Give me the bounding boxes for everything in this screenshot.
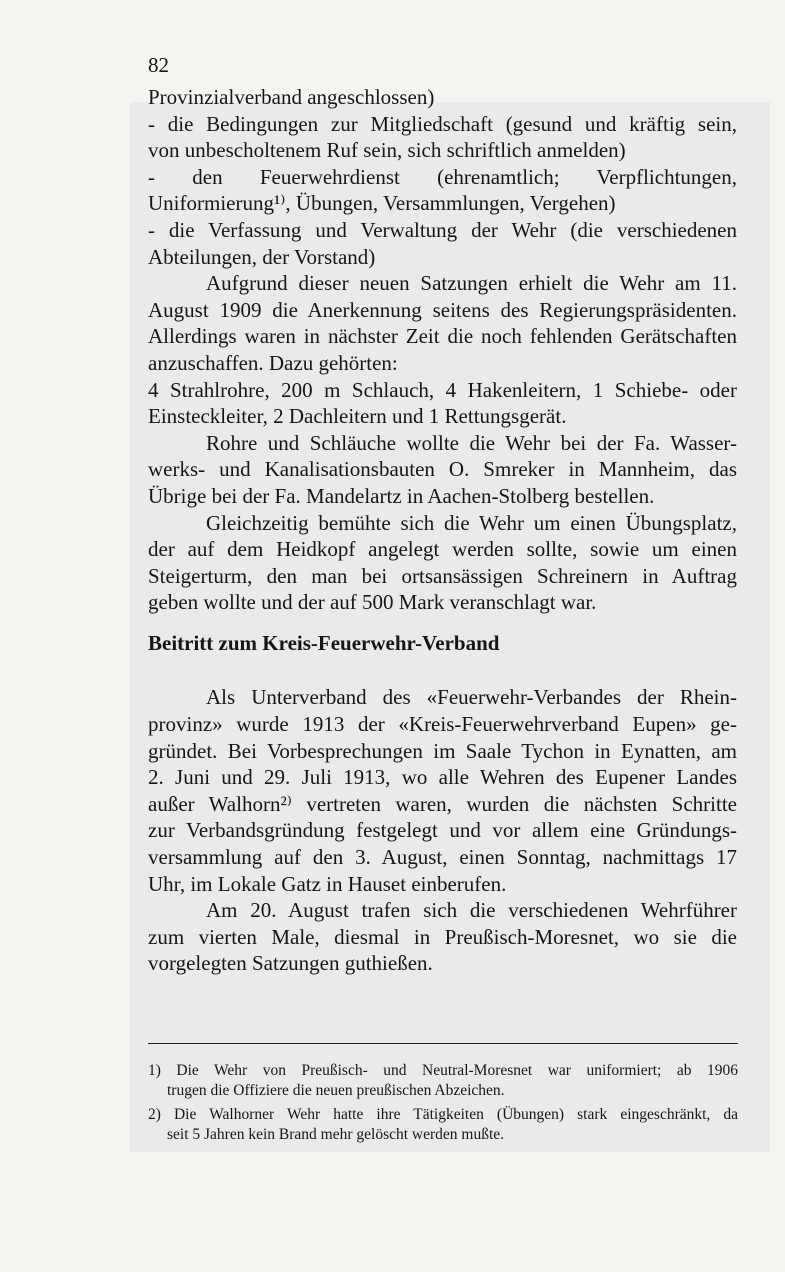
text-line: außer Walhorn²⁾ vertreten waren, wurden die nächsten Schritte [148, 791, 737, 816]
text-line: anzuschaffen. Dazu gehörten: [148, 350, 398, 375]
text-line: Uhr, im Lokale Gatz in Hauset einberufen. [148, 871, 507, 896]
text-line: - die Bedingungen zur Mitgliedschaft (gesund und kräftig sein, [148, 111, 737, 136]
text-line: Einsteckleiter, 2 Dachleitern und 1 Rettungsgerät. [148, 404, 567, 429]
footnote-line: 1) Die Wehr von Preußisch- und Neutral-Moresnet war uniformiert; ab 1906 [148, 1062, 738, 1079]
text-block-before-heading [148, 84, 737, 616]
footnote-line: trugen die Offiziere die neuen preußischen Abzeichen. [167, 1082, 505, 1099]
text-line: - den Feuerwehrdienst (ehrenamtlich; Verpflichtungen, [148, 164, 737, 189]
text-line: Am 20. August trafen sich die verschiedenen Wehrführer [206, 898, 737, 923]
footnote-separator [148, 1043, 738, 1044]
section-heading: Beitritt zum Kreis-Feuerwehr-Verband [148, 630, 500, 655]
text-line: 4 Strahlrohre, 200 m Schlauch, 4 Hakenleitern, 1 Schiebe- oder [148, 377, 737, 402]
text-line: zur Verbandsgründung festgelegt und vor allem eine Gründungs- [148, 818, 737, 843]
text-line: Rohre und Schläuche wollte die Wehr bei der Fa. Wasser- [206, 430, 737, 455]
footnote-line: seit 5 Jahren kein Brand mehr gelöscht werden mußte. [167, 1126, 505, 1143]
text-line: geben wollte und der auf 500 Mark veranschlagt war. [148, 590, 597, 615]
text-line: Abteilungen, der Vorstand) [148, 244, 376, 269]
body-text [148, 84, 737, 977]
text-line: August 1909 die Anerkennung seitens des Regierungspräsidenten. [148, 297, 737, 322]
text-line: Allerdings waren in nächster Zeit die noch fehlenden Gerätschaften [148, 324, 737, 349]
text-line: Als Unterverband des «Feuerwehr-Verbandes der Rhein- [206, 685, 737, 710]
page-number: 82 [148, 53, 169, 77]
text-line: provinz» wurde 1913 der «Kreis-Feuerwehrverband Eupen» ge- [148, 712, 737, 737]
text-line: versammlung auf den 3. August, einen Sonntag, nachmittags 17 [148, 845, 737, 870]
text-line: Gleichzeitig bemühte sich die Wehr um einen Übungsplatz, [206, 510, 737, 535]
text-line: Aufgrund dieser neuen Satzungen erhielt die Wehr am 11. [206, 271, 737, 296]
text-line: Provinzialverband angeschlossen) [148, 85, 435, 109]
text-line: vorgelegten Satzungen guthießen. [148, 951, 433, 976]
footnote-line: 2) Die Walhorner Wehr hatte ihre Tätigkeiten (Übungen) stark eingeschränkt, da [148, 1106, 738, 1123]
text-line: von unbescholtenem Ruf sein, sich schriftlich anmelden) [148, 138, 626, 163]
text-line: der auf dem Heidkopf angelegt werden sollte, sowie um einen [148, 537, 737, 562]
footnote-2 [148, 1105, 738, 1145]
text-block-after-heading [148, 684, 737, 977]
footnotes [148, 1061, 738, 1149]
footnote-1 [148, 1061, 738, 1101]
text-line: zum vierten Male, diesmal in Preußisch-Moresnet, wo sie die [148, 924, 737, 949]
text-line: gründet. Bei Vorbesprechungen im Saale Tychon in Eynatten, am [148, 738, 737, 763]
text-line: werks- und Kanalisationsbauten O. Smreker in Mannheim, das [148, 457, 737, 482]
text-line: 2. Juni und 29. Juli 1913, wo alle Wehren des Eupener Landes [148, 765, 737, 790]
text-line: Steigerturm, den man bei ortsansässigen Schreinern in Auftrag [148, 563, 737, 588]
text-line: Uniformierung¹⁾, Übungen, Versammlungen, Vergehen) [148, 191, 616, 216]
text-line: - die Verfassung und Verwaltung der Wehr (die verschiedenen [148, 217, 737, 242]
text-line: Übrige bei der Fa. Mandelartz in Aachen-Stolberg bestellen. [148, 483, 655, 508]
